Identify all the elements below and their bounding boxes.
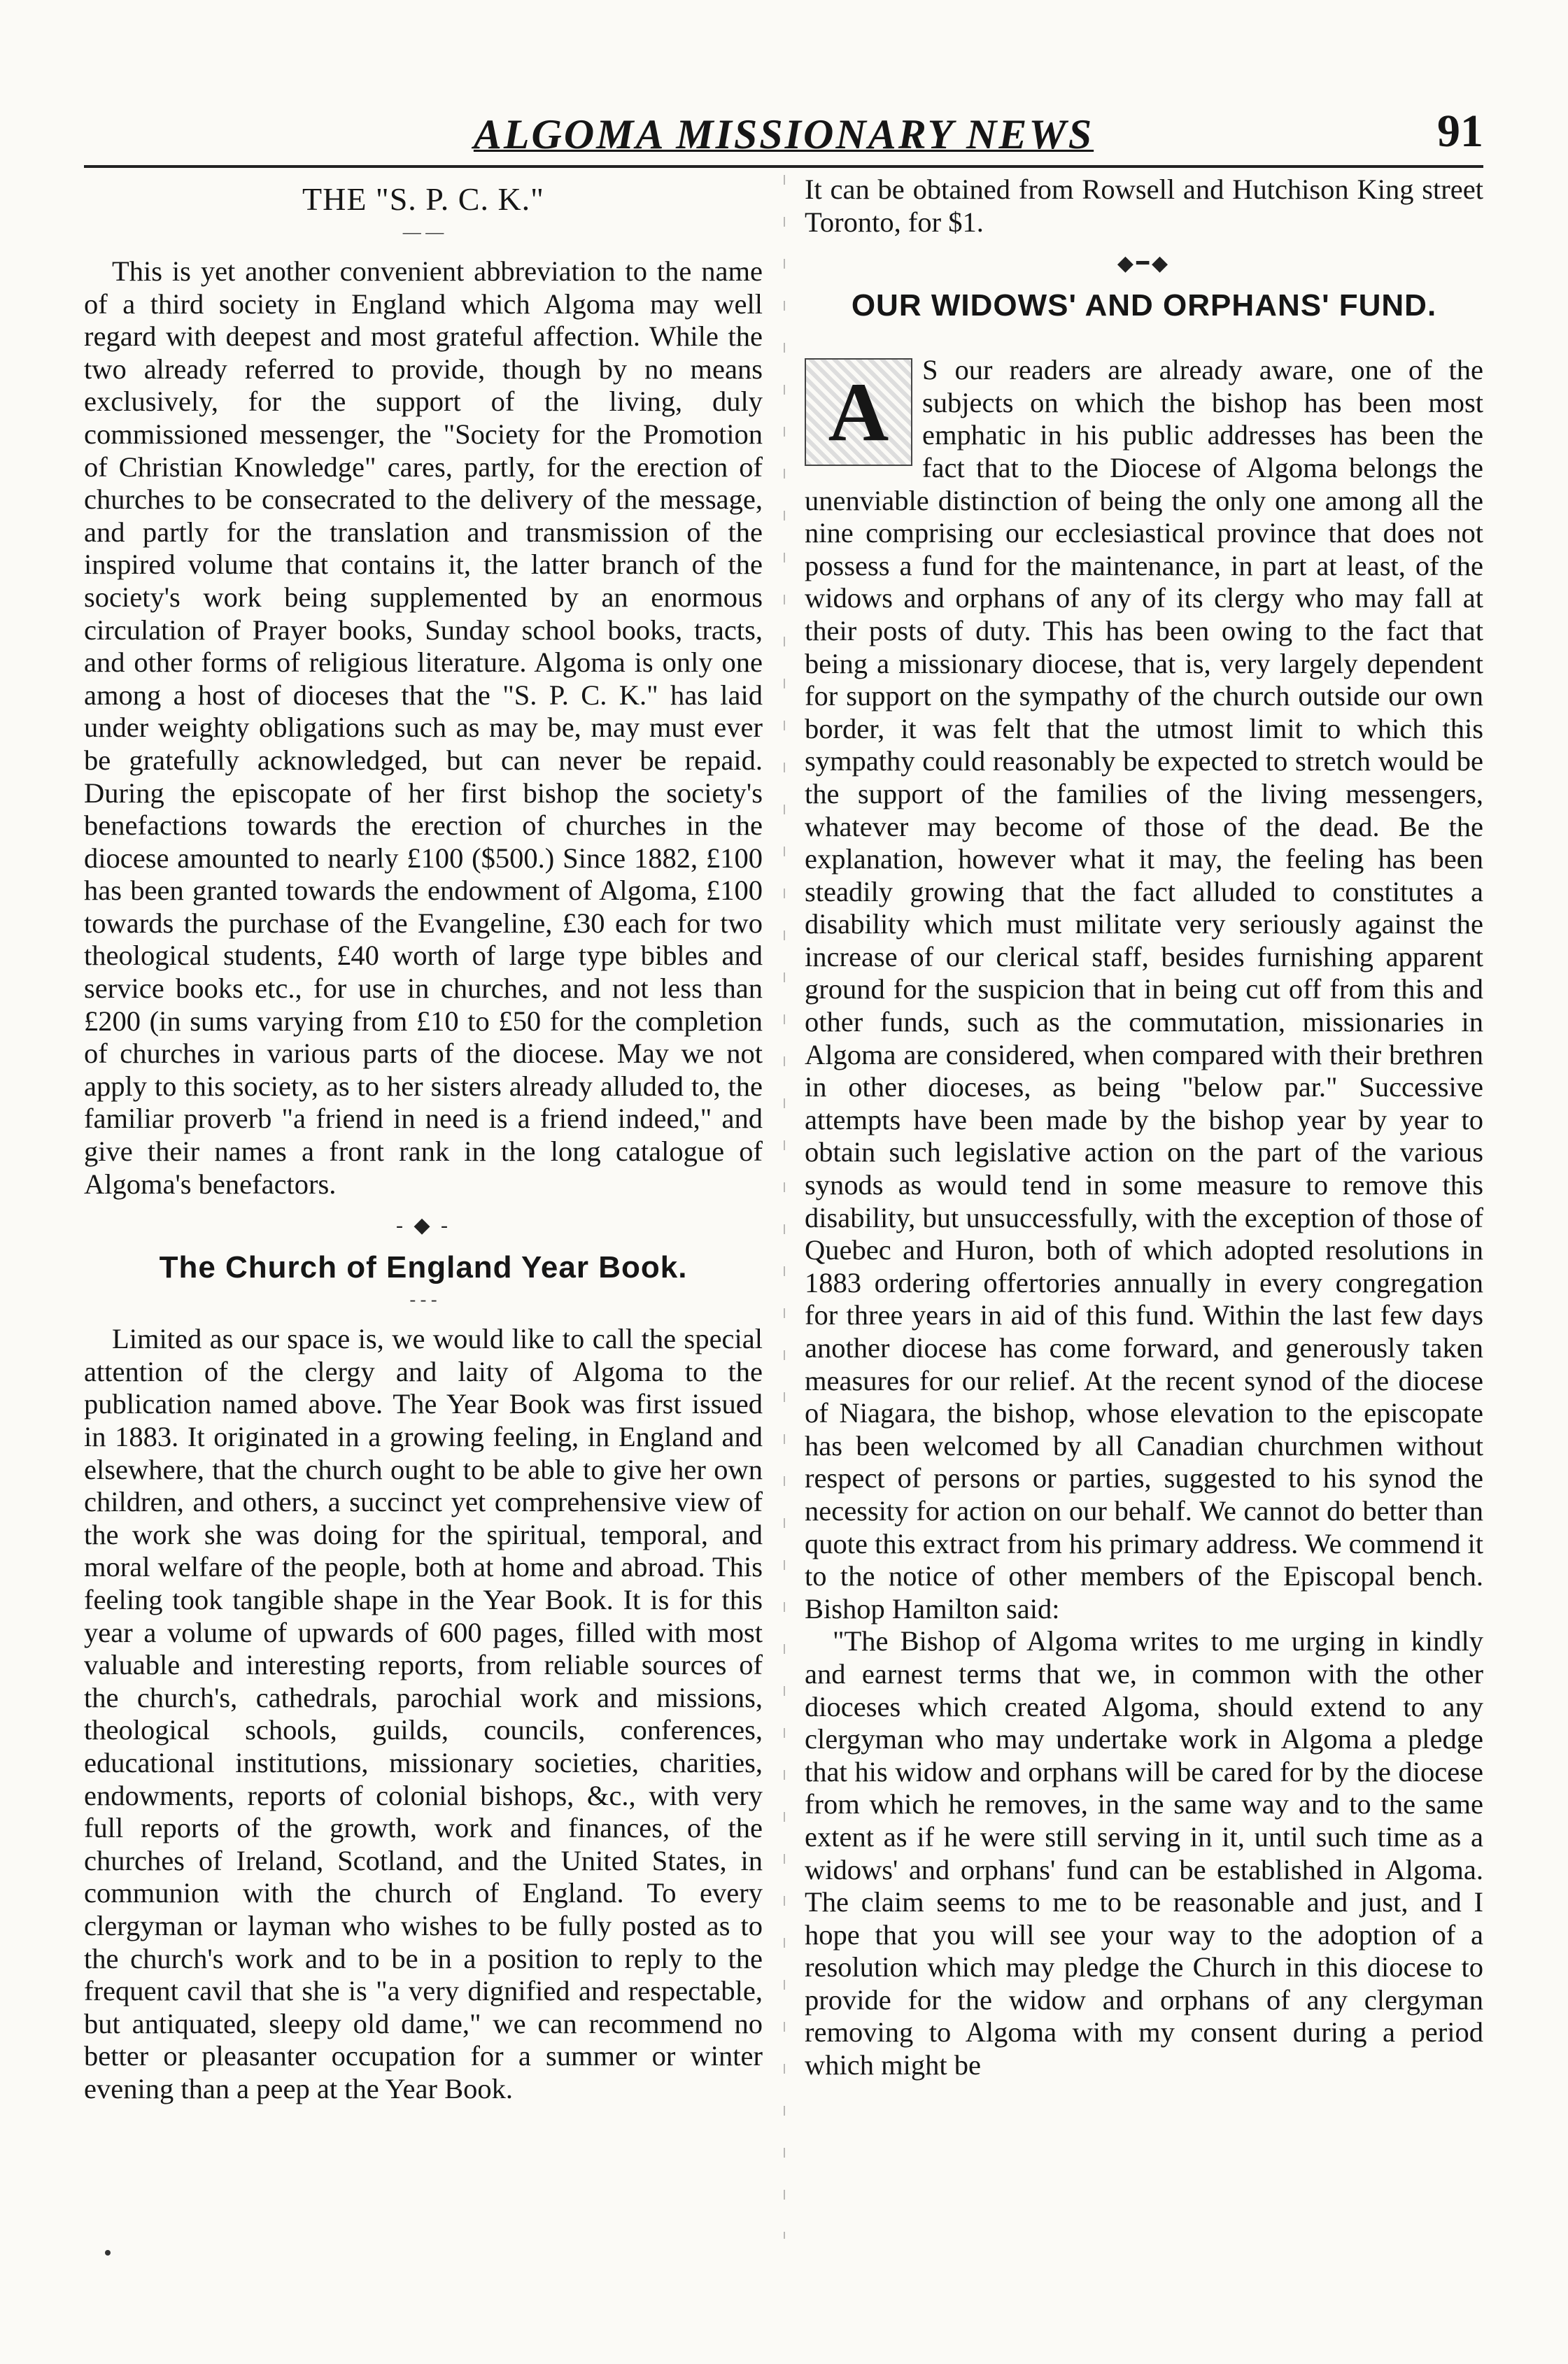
yearbook-continuation: It can be obtained from Rowsell and Hutchison King street Toronto, for $1. bbox=[805, 174, 1483, 238]
spck-article-text: This is yet another convenient abbreviation to the name of a third society in England which Algoma may well regard with deepest and most grateful affection. While the two already referred to provide, though by no means exclusively, for the support of the living, duly commissioned messenger, the "Society for the Promotion of Christian Knowledge" cares, partly, for the erection of churches to be consecrated to the delivery of the message, and partly for the translation and transmission of the inspired volume that contains it, the latter branch of the society's work being supplemented by an enormous circulation of Prayer books, Sunday school books, tracts, and other forms of religious literature. Algoma is only one among a host of dioceses that the "S. P. C. K." has laid under weighty obligations such as may be, may must ever be gratefully acknowledged, but can never be repaid. During the episcopate of her first bishop the society's benefactions towards the erection of churches in the diocese amounted to nearly £100 ($500.) Since 1882, £100 has been granted towards the endowment of Algoma, £100 towards the purchase of the Evangeline, £30 each for two theological students, £40 worth of large type bibles and service books etc., for use in churches, and not less than £200 (in sums varying from £10 to £50 for the completion of churches in various parts of the diocese. May we not apply to this society, as to her sisters already alluded to, the familiar proverb "a friend in need is a friend indeed," and give their names a front rank in the long catalogue of Algoma's benefactors. bbox=[84, 255, 763, 1200]
widows-fund-heading: OUR WIDOWS' AND ORPHANS' FUND. bbox=[851, 288, 1437, 323]
column-divider bbox=[784, 175, 785, 2239]
page-header bbox=[84, 98, 1483, 168]
section-ornament: - ◆ - bbox=[395, 1214, 451, 1238]
drop-cap-letter: A bbox=[805, 358, 912, 466]
right-column bbox=[805, 174, 1483, 2082]
widows-fund-paragraph-1 bbox=[805, 354, 1483, 1625]
widows-fund-text-1: S our readers are already aware, one of the subjects on which the bishop has been most emphatic in his public addresses has been the fact that to the Diocese of Algoma belongs the unenviable distinction of being the only one among all the nine comprising our ecclesiastical province that does not possess a fund for the maintenance, in part at least, of the widows and orphans of any of its clergy who may fall at their posts of duty. This has been owing to the fact that being a missionary diocese, that is, very largely dependent for support on the sympathy of the church outside our own border, it was felt that the utmost limit to which this sympathy could reasonably be expected to stretch would be the support of the families of the living messengers, whatever may become of those of the dead. Be the explanation, however what it may, the feeling has been steadily growing that the fact alluded to constitutes a disability which must militate very seriously against the increase of our clerical staff, besides furnishing apparent ground for the suspicion that in being cut off from this and other funds, such as the commutation, missionaries in Algoma are considered, when compared with their brethren in other dioceses, as being "below par." Successive attempts have been made by the bishop year by year to obtain such legislative action on the part of the various synods as would tend in some measure to remove this disability, but unsuccessfully, with the exception of those of Quebec and Huron, both of which adopted resolutions in 1883 ordering offertories annually in every congregation for three years in aid of this fund. Within the last few days another diocese has come forward, and generously taken measures for our relief. At the recent synod of the diocese of Niagara, the bishop, whose elevation to the episcopate has been welcomed by all Canadian churchmen without respect of persons or parties, suggested to his synod the necessity for action on our behalf. We cannot do better than quote this extract from his primary address. We commend it to the notice of other members of the Episcopal bench. Bishop Hamilton said: bbox=[805, 354, 1484, 1625]
widows-fund-quote: "The Bishop of Algoma writes to me urging in kindly and earnest terms that we, in common with the other dioceses which created Algoma, should extend to any clergyman who may undertake work in Algoma a pledge that his widow and orphans will be cared for by the diocese from which he removes, in the same way and to the same extent as if he were still serving in it, until such time as a widows' and orphans' fund can be established in Algoma. The claim seems to me to be reasonable and just, and I hope that you will see your way to the adoption of a resolution which may pledge the Church in this diocese to provide for the widow and orphans of any clergyman removing to Algoma with my consent during a period which might be bbox=[805, 1625, 1483, 2081]
publication-title: ALGOMA MISSIONARY NEWS bbox=[473, 111, 1094, 157]
section-ornament: ◆━◆ bbox=[1117, 252, 1171, 276]
heading-rule: — — bbox=[402, 222, 444, 242]
page-speck bbox=[105, 2250, 111, 2256]
heading-rule: - - - bbox=[409, 1289, 437, 1310]
page-number: 91 bbox=[1437, 106, 1483, 157]
yearbook-heading: The Church of England Year Book. bbox=[159, 1250, 688, 1285]
spck-heading: THE "S. P. C. K." bbox=[302, 181, 544, 217]
left-column bbox=[84, 174, 763, 2105]
yearbook-article-text: Limited as our space is, we would like to call the special attention of the clergy and laity of Algoma to the publication named above. The Year Book was first issued in 1883. It originated in a growing feeling, in England and elsewhere, that the church ought to be able to give her own children, and others, a succinct yet comprehensive view of the work she was doing for the spiritual, temporal, and moral welfare of the people, both at home and abroad. This feeling took tangible shape in the Year Book. It is for this year a volume of upwards of 600 pages, filled with most valuable and interesting reports, from reliable sources of the church's, cathedrals, parochial work and missions, theological schools, guilds, councils, conferences, educational institutions, missionary societies, charities, endowments, reports of colonial bishops, &c., with very full reports of the growth, work and finances, of the churches of Ireland, Scotland, and the United States, in communion with the church of England. To every clergyman or layman who wishes to be fully posted as to the church's work and to be in a position to reply to the frequent cavil that she is "a very dignified and respectable, but antiquated, sleepy old dame," we can recommend no better or pleasanter occupation for a summer or winter evening than a peep at the Year Book. bbox=[84, 1323, 763, 2104]
